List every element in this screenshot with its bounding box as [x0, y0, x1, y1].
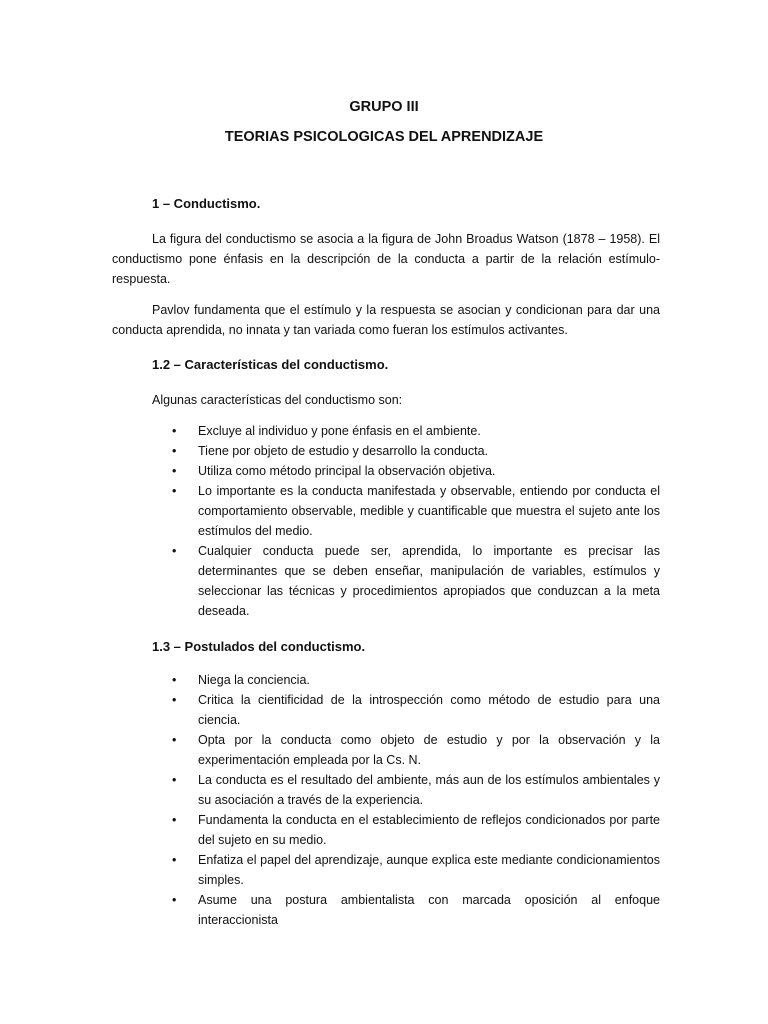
- postulados-list: [112, 670, 660, 930]
- bullet-icon: •: [172, 484, 177, 498]
- paragraph-pavlov: Pavlov fundamenta que el estímulo y la respuesta se asocian y condicionan para dar una conducta aprendida, no innata y tan variada como fueran los estímulos activantes.: [112, 303, 660, 337]
- group-title: GRUPO III: [349, 99, 419, 115]
- paragraph-watson: La figura del conductismo se asocia a la figura de John Broadus Watson (1878 – 1958). El conductismo pone énfasis en la descripción de la conducta a partir de la relación estímulo-respuesta.: [112, 232, 660, 286]
- list-item: • Cualquier conducta puede ser, aprendida, lo importante es precisar las determinantes que se deben enseñar, manipulación de variables, estímulos y seleccionar las técnicas y procedimientos apropiados que conduzcan a la meta deseada.: [112, 541, 660, 621]
- list-item: • Enfatiza el papel del aprendizaje, aunque explica este mediante condicionamientos simples.: [112, 850, 660, 890]
- list-item: • Niega la conciencia.: [112, 670, 660, 690]
- caracteristicas-intro: Algunas características del conductismo son:: [152, 393, 403, 407]
- list-item: • Tiene por objeto de estudio y desarrollo la conducta.: [112, 441, 660, 461]
- section-heading-postulados: 1.3 – Postulados del conductismo.: [152, 639, 366, 654]
- bullet-icon: •: [172, 444, 177, 458]
- list-item: • Critica la cientificidad de la introspección como método de estudio para una ciencia.: [112, 690, 660, 730]
- section-heading-caracteristicas: 1.2 – Características del conductismo.: [152, 357, 389, 372]
- bullet-icon: •: [172, 773, 177, 787]
- list-item: • Utiliza como método principal la observación objetiva.: [112, 461, 660, 481]
- caracteristicas-list: [112, 421, 660, 621]
- bullet-icon: •: [172, 673, 177, 687]
- bullet-icon: •: [172, 544, 177, 558]
- list-item: • Excluye al individuo y pone énfasis en el ambiente.: [112, 421, 660, 441]
- list-item: • Asume una postura ambientalista con marcada oposición al enfoque interaccionista: [112, 890, 660, 930]
- document-title: TEORIAS PSICOLOGICAS DEL APRENDIZAJE: [224, 129, 544, 145]
- bullet-icon: •: [172, 733, 177, 747]
- bullet-icon: •: [172, 893, 177, 907]
- bullet-icon: •: [172, 424, 177, 438]
- list-item: • Lo importante es la conducta manifestada y observable, entiendo por conducta el comportamiento observable, medible y cuantificable que muestra el sujeto ante los estímulos del medio.: [112, 481, 660, 541]
- bullet-icon: •: [172, 813, 177, 827]
- list-item: • Fundamenta la conducta en el establecimiento de reflejos condicionados por parte del sujeto en su medio.: [112, 810, 660, 850]
- bullet-icon: •: [172, 464, 177, 478]
- list-item: • La conducta es el resultado del ambiente, más aun de los estímulos ambientales y su asociación a través de la experiencia.: [112, 770, 660, 810]
- section-heading-conductismo: 1 – Conductismo.: [152, 196, 261, 211]
- list-item: • Opta por la conducta como objeto de estudio y por la observación y la experimentación empleada por la Cs. N.: [112, 730, 660, 770]
- bullet-icon: •: [172, 853, 177, 867]
- bullet-icon: •: [172, 693, 177, 707]
- title-block: [0, 92, 768, 152]
